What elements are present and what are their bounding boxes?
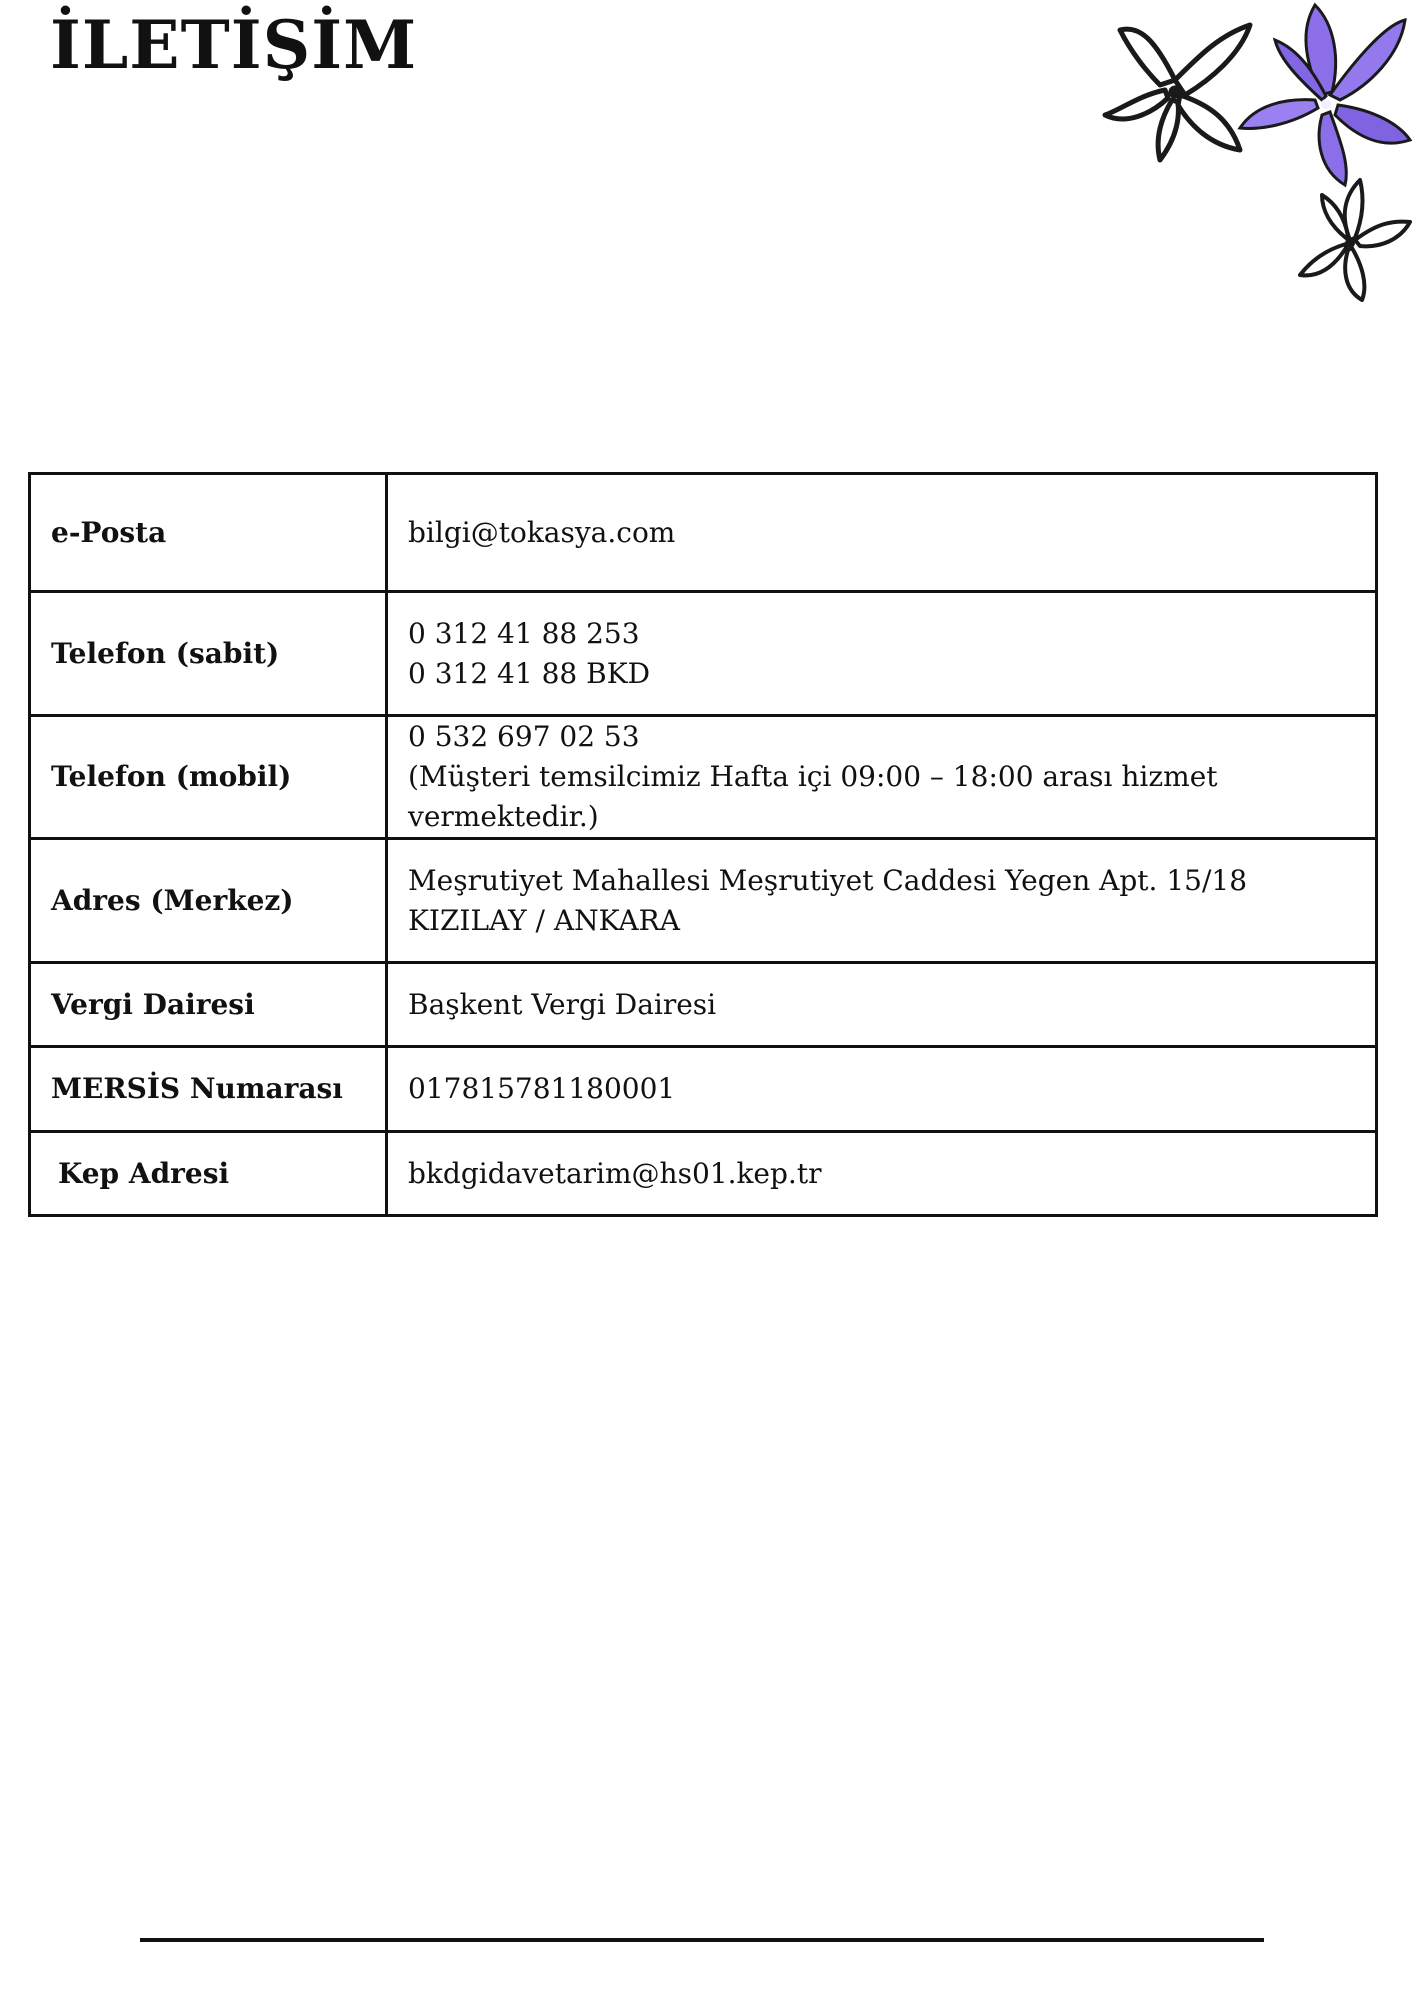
small-flower-icon — [1300, 180, 1410, 300]
value-line: bilgi@tokasya.com — [408, 515, 676, 549]
flower-decoration — [1100, 0, 1414, 310]
address-value — [387, 839, 1377, 963]
value-line: 0 312 41 88 253 — [408, 616, 640, 650]
row-label: e-Posta — [30, 474, 387, 592]
page-title: İLETİŞİM — [50, 6, 418, 84]
table-row — [30, 474, 1377, 592]
row-label — [30, 1132, 387, 1216]
mobile-value — [387, 716, 1377, 839]
landline-value — [387, 592, 1377, 716]
row-label: Telefon (sabit) — [30, 592, 387, 716]
value-line: Meşrutiyet Mahallesi Meşrutiyet Caddesi Yegen Apt. 15/18 — [408, 863, 1248, 897]
outline-flower-icon — [1105, 25, 1250, 160]
kep-value — [387, 1132, 1377, 1216]
row-label: Adres (Merkez) — [30, 839, 387, 963]
value-line: 017815781180001 — [408, 1072, 676, 1105]
value-line: 0 312 41 88 BKD — [408, 656, 651, 690]
value-line: 0 532 697 02 53 — [408, 720, 640, 753]
value-line: (Müşteri temsilcimiz Hafta içi 09:00 – 18:00 arası hizmet vermektedir.) — [408, 760, 1218, 833]
table-row — [30, 716, 1377, 839]
purple-flower-icon — [1240, 5, 1410, 185]
row-label: Telefon (mobil) — [30, 716, 387, 839]
table-row — [30, 963, 1377, 1047]
contact-table — [28, 472, 1378, 1217]
mersis-value — [387, 1047, 1377, 1132]
row-label-text: Kep Adresi — [58, 1156, 230, 1190]
row-label: MERSİS Numarası — [30, 1047, 387, 1132]
footer-divider — [140, 1938, 1264, 1942]
table-row — [30, 592, 1377, 716]
table-row — [30, 1132, 1377, 1216]
tax-office-value — [387, 963, 1377, 1047]
row-label: Vergi Dairesi — [30, 963, 387, 1047]
table-row — [30, 1047, 1377, 1132]
table-row — [30, 839, 1377, 963]
value-line: bkdgidavetarim@hs01.kep.tr — [408, 1156, 822, 1190]
value-line: KIZILAY / ANKARA — [408, 903, 680, 937]
value-line: Başkent Vergi Dairesi — [408, 987, 717, 1021]
email-value — [387, 474, 1377, 592]
